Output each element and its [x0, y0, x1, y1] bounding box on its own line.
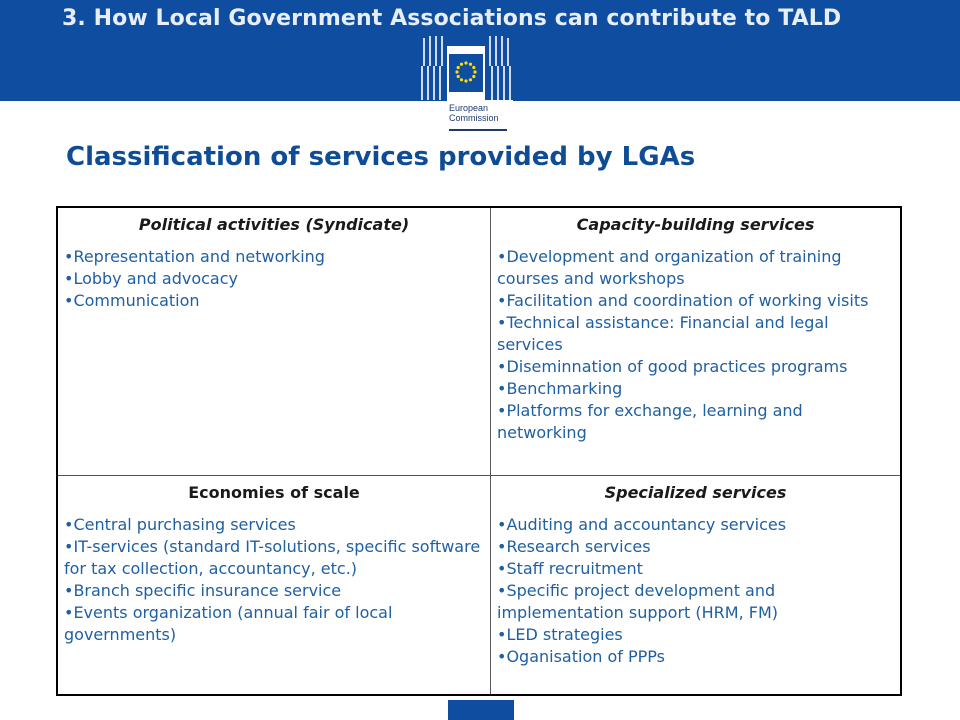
- list-item: • Development and organization of training courses and workshops: [497, 246, 894, 290]
- services-table: [56, 206, 902, 696]
- header-title: 3. How Local Government Associations can contribute to TALD: [62, 6, 842, 31]
- cell-specialized-services: [491, 475, 902, 695]
- list-item: • Specific project development and implementation support (HRM, FM): [497, 580, 894, 624]
- list-item: • Benchmarking: [497, 378, 894, 400]
- page-title: Classification of services provided by LGAs: [66, 142, 696, 172]
- list-item: • Diseminnation of good practices programs: [497, 356, 894, 378]
- list-item: • Technical assistance: Financial and legal services: [497, 312, 894, 356]
- table-row: [57, 475, 901, 695]
- list-item: • Branch specific insurance service: [64, 580, 484, 602]
- list-item: • Central purchasing services: [64, 514, 484, 536]
- eu-flag-icon: [449, 54, 483, 92]
- list-item: • LED strategies: [497, 624, 894, 646]
- logo-line-european: European: [449, 103, 489, 113]
- cell-heading: Political activities (Syndicate): [138, 215, 410, 234]
- list-item: • Lobby and advocacy: [64, 268, 484, 290]
- list-item: • Research services: [497, 536, 894, 558]
- cell-heading: Specialized services: [604, 482, 787, 502]
- list-item: • Facilitation and coordination of working visits: [497, 290, 894, 312]
- list-item: • Communication: [64, 290, 484, 312]
- list-item: • IT-services (standard IT-solutions, specific software for tax collection, accountancy, etc.): [64, 536, 484, 580]
- list-item: • Auditing and accountancy services: [497, 514, 894, 536]
- bottom-tab: [448, 700, 514, 720]
- cell-list: [64, 514, 484, 646]
- list-item: • Oganisation of PPPs: [497, 646, 894, 668]
- cell-list: [64, 246, 484, 312]
- logo-underline: [449, 129, 507, 131]
- table-row: [57, 207, 901, 475]
- cell-capacity-building: [491, 207, 902, 475]
- cell-economies-of-scale: [57, 475, 491, 695]
- list-item: • Staff recruitment: [497, 558, 894, 580]
- list-item: • Events organization (annual fair of local governments): [64, 602, 484, 646]
- cell-political-activities: [57, 207, 491, 475]
- cell-list: [497, 514, 894, 668]
- cell-heading: Economies of scale: [188, 482, 360, 502]
- logo-wordmark: [449, 103, 499, 123]
- cell-heading: Capacity-building services: [576, 215, 815, 234]
- cell-list: [497, 246, 894, 444]
- list-item: • Platforms for exchange, learning and networking: [497, 400, 894, 444]
- list-item: • Representation and networking: [64, 246, 484, 268]
- logo-line-commission: Commission: [449, 113, 499, 123]
